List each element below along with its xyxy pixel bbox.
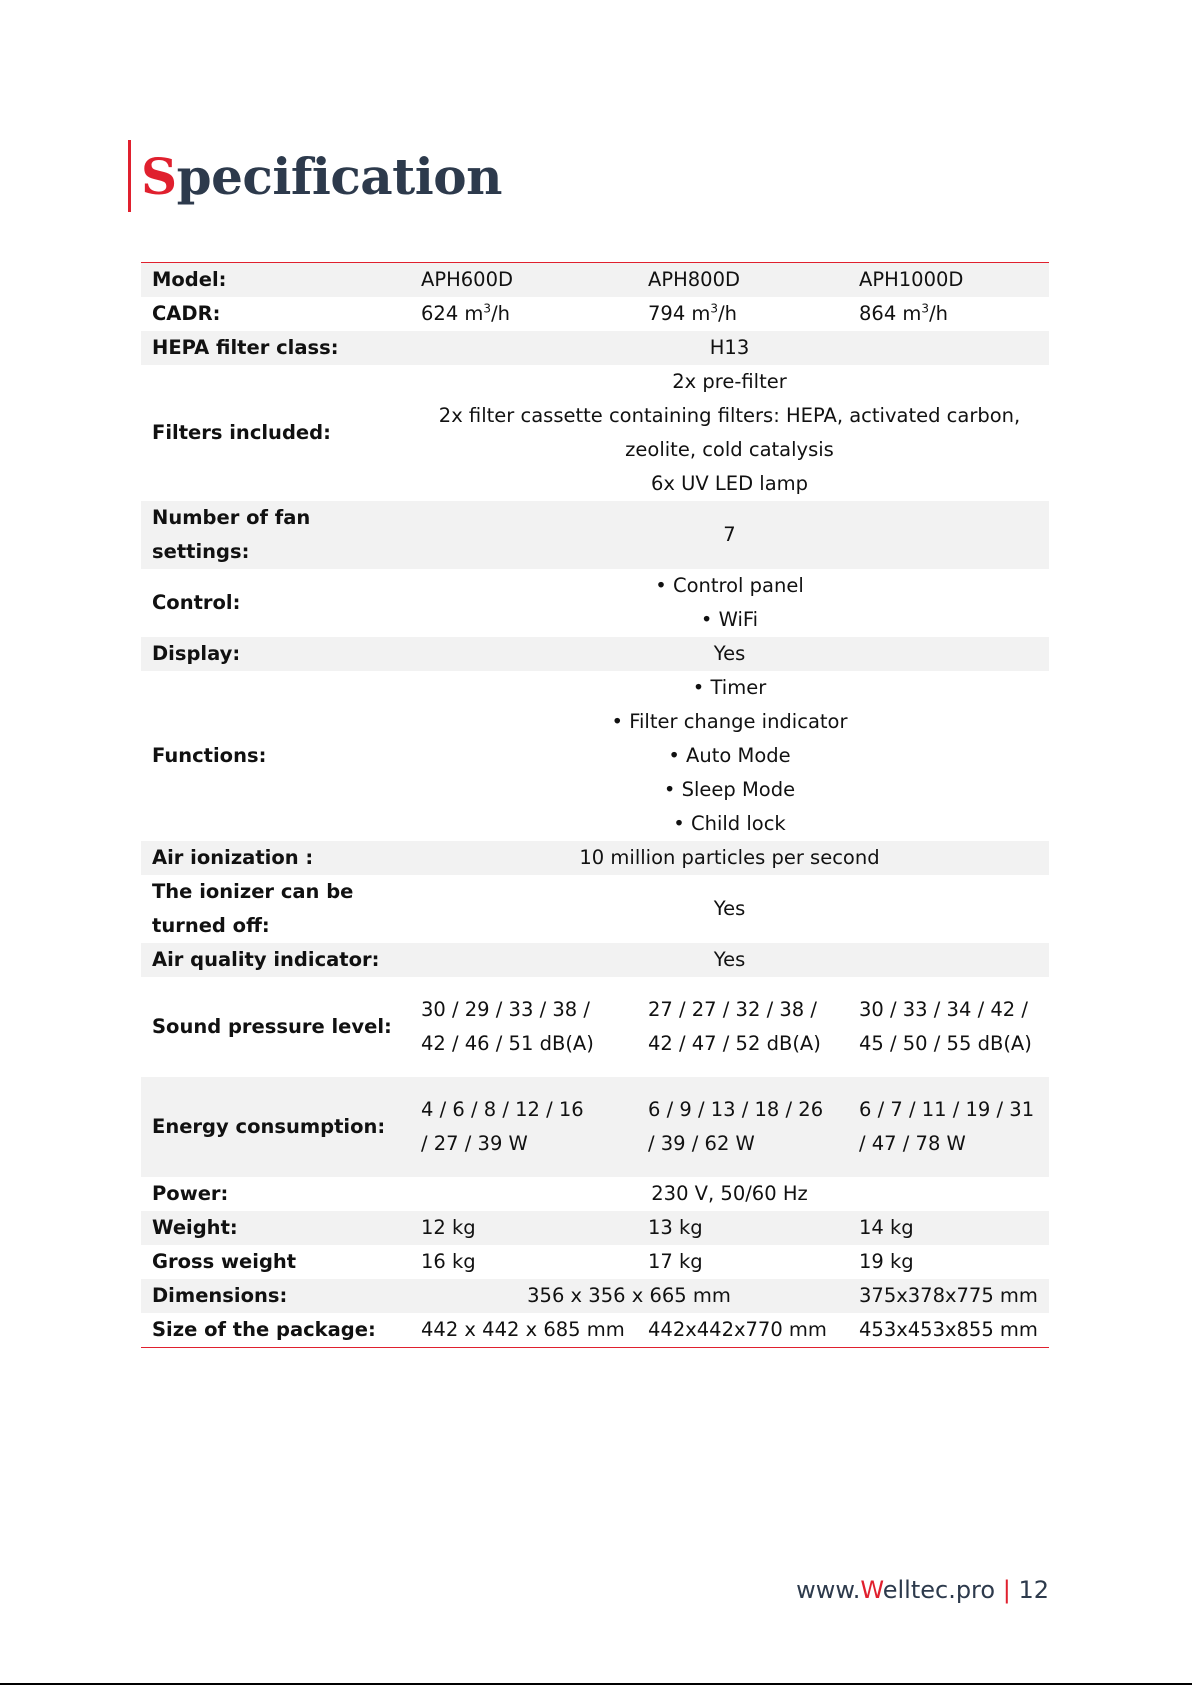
sound-1: 30 / 29 / 33 / 38 / 42 / 46 / 51 dB(A) bbox=[421, 998, 594, 1055]
title-rest: pecification bbox=[176, 146, 502, 206]
filters-value: 2x pre-filter 2x filter cassette containing filters: HEPA, activated carbon, zeolite, cold catalysis 6x UV LED lamp bbox=[438, 370, 1021, 495]
cadr-3: 864 $m^3/h$ bbox=[859, 301, 948, 325]
aqi-value: Yes bbox=[410, 943, 1049, 977]
row-energy bbox=[141, 1077, 1049, 1177]
row-label: HEPA filter class: bbox=[141, 331, 410, 365]
row-label: Energy consumption: bbox=[141, 1077, 410, 1177]
row-dimensions bbox=[141, 1279, 1049, 1313]
row-fan-settings bbox=[141, 501, 1049, 569]
row-filters bbox=[141, 365, 1049, 501]
energy-1: 4 / 6 / 8 / 12 / 16 / 27 / 39 W bbox=[410, 1077, 637, 1177]
package-3: 453x453x855 mm bbox=[859, 1318, 1038, 1341]
model-2: APH800D bbox=[637, 263, 848, 298]
fan-value: 7 bbox=[410, 501, 1049, 569]
power-value: 230 V, 50/60 Hz bbox=[651, 1182, 808, 1205]
specification-table bbox=[141, 262, 1049, 1348]
gross-1: 16 kg bbox=[421, 1250, 476, 1273]
row-ionizer-off bbox=[141, 875, 1049, 943]
hepa-value: H13 bbox=[410, 331, 1049, 365]
row-control bbox=[141, 569, 1049, 637]
row-label: Functions: bbox=[152, 744, 267, 767]
energy-3: 6 / 7 / 11 / 19 / 31 / 47 / 78 W bbox=[848, 1077, 1049, 1177]
weight-1: 12 kg bbox=[410, 1211, 637, 1245]
row-label: Weight: bbox=[141, 1211, 410, 1245]
row-label: Power: bbox=[152, 1182, 229, 1205]
sound-2: 27 / 27 / 32 / 38 / 42 / 47 / 52 dB(A) bbox=[648, 998, 821, 1055]
page-title bbox=[141, 147, 502, 206]
row-ionization bbox=[141, 841, 1049, 875]
page-footer bbox=[796, 1576, 1049, 1604]
row-cadr bbox=[141, 297, 1049, 331]
row-gross-weight bbox=[141, 1245, 1049, 1279]
dimensions-3: 375x378x775 mm bbox=[848, 1279, 1049, 1313]
footer-url[interactable]: www.Welltec.pro bbox=[796, 1576, 996, 1604]
row-label: CADR: bbox=[152, 302, 221, 325]
title-first-letter: S bbox=[141, 146, 177, 206]
row-label: Sound pressure level: bbox=[152, 1015, 392, 1038]
footer-separator: | bbox=[1002, 1576, 1011, 1604]
functions-value: • Timer • Filter change indicator • Auto Mode • Sleep Mode • Child lock bbox=[611, 676, 848, 835]
row-power bbox=[141, 1177, 1049, 1211]
row-package bbox=[141, 1313, 1049, 1348]
weight-3: 14 kg bbox=[848, 1211, 1049, 1245]
package-2: 442x442x770 mm bbox=[648, 1318, 827, 1341]
gross-3: 19 kg bbox=[859, 1250, 914, 1273]
row-label: Air ionization : bbox=[141, 841, 410, 875]
row-label: Dimensions: bbox=[141, 1279, 410, 1313]
gross-2: 17 kg bbox=[648, 1250, 703, 1273]
row-hepa bbox=[141, 331, 1049, 365]
row-weight bbox=[141, 1211, 1049, 1245]
row-model bbox=[141, 263, 1049, 298]
row-label: Model: bbox=[141, 263, 410, 298]
row-label: Number of fan settings: bbox=[141, 501, 410, 569]
control-value: • Control panel • WiFi bbox=[655, 574, 804, 631]
ionizer-off-value: Yes bbox=[713, 897, 746, 920]
row-label: Gross weight bbox=[152, 1250, 297, 1273]
row-label: The ionizer can be turned off: bbox=[152, 880, 354, 937]
ionization-value: 10 million particles per second bbox=[410, 841, 1049, 875]
row-functions bbox=[141, 671, 1049, 841]
cadr-2: 794 $m^3/h$ bbox=[648, 301, 737, 325]
row-label: Size of the package: bbox=[152, 1318, 376, 1341]
row-display bbox=[141, 637, 1049, 671]
dimensions-shared: 356 x 356 x 665 mm bbox=[410, 1279, 848, 1313]
display-value: Yes bbox=[410, 637, 1049, 671]
energy-2: 6 / 9 / 13 / 18 / 26 / 39 / 62 W bbox=[637, 1077, 848, 1177]
weight-2: 13 kg bbox=[637, 1211, 848, 1245]
model-3: APH1000D bbox=[848, 263, 1049, 298]
row-air-quality bbox=[141, 943, 1049, 977]
row-label: Air quality indicator: bbox=[141, 943, 410, 977]
page-number: 12 bbox=[1018, 1576, 1049, 1604]
package-1: 442 x 442 x 685 mm bbox=[421, 1318, 625, 1341]
row-label: Display: bbox=[141, 637, 410, 671]
row-sound bbox=[141, 977, 1049, 1077]
row-label: Filters included: bbox=[152, 421, 331, 444]
model-1: APH600D bbox=[410, 263, 637, 298]
title-block bbox=[128, 140, 502, 212]
cadr-1: 624 $m^3/h$ bbox=[421, 301, 510, 325]
row-label: Control: bbox=[152, 591, 241, 614]
sound-3: 30 / 33 / 34 / 42 / 45 / 50 / 55 dB(A) bbox=[859, 998, 1032, 1055]
